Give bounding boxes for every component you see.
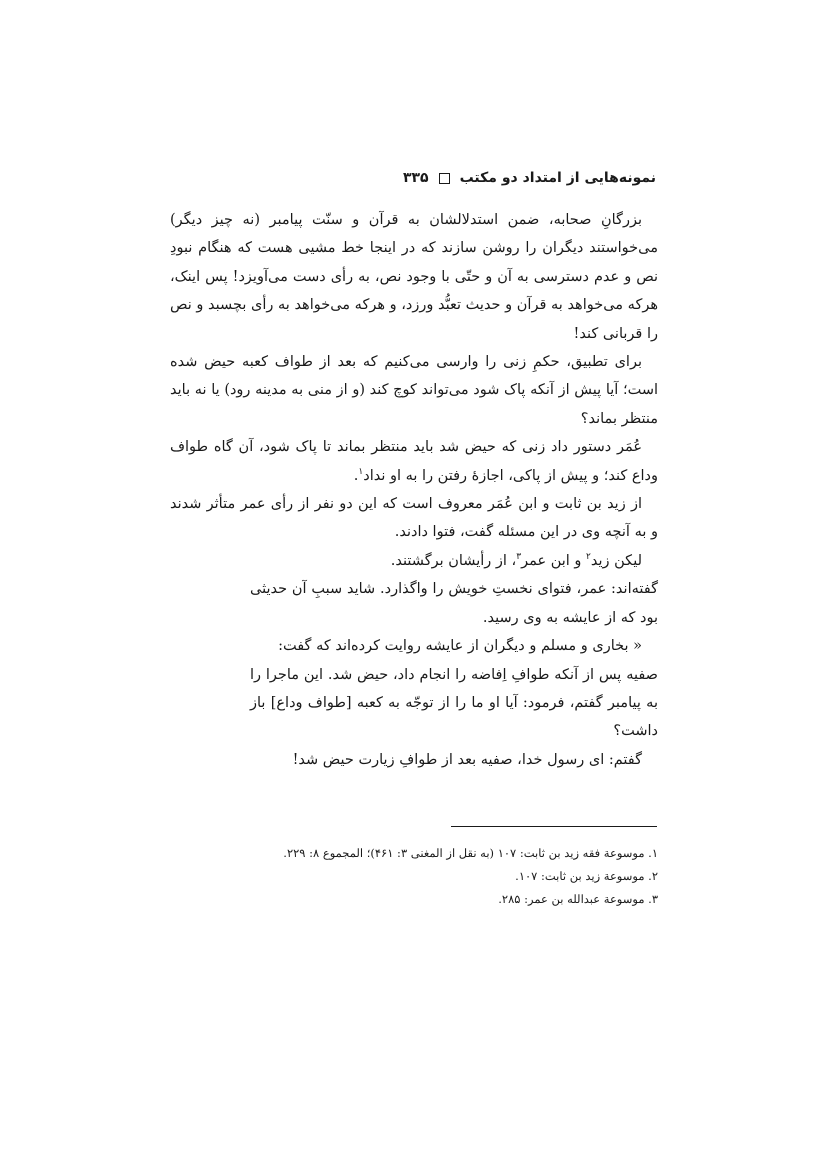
- footnote-marker: ۳: [516, 552, 522, 563]
- page-number: ۳۳۵: [402, 170, 429, 186]
- footnote-marker: ۲: [586, 552, 591, 563]
- paragraph: [170, 547, 658, 575]
- quote-paragraph: « بخاری و مسلم و دیگران از عایشه روایت کرده‌اند که گفت:: [278, 638, 642, 655]
- footnote: ۲. موسوعة زید بن ثابت: ۱۰۷.: [515, 869, 658, 883]
- paragraph: برای تطبیق، حکمِ زنی را وارسی می‌کنیم که بعد از طواف کعبه حیض شده است؛ آیا پیش از آنکه پاک شود می‌تواند کوچ کند (و از منی به مدینه رود) یا نه باید منتظر بماند؟: [170, 354, 658, 427]
- square-bullet-icon: [439, 173, 450, 184]
- footnote-separator: [451, 826, 657, 827]
- paragraph-text: لیکن زید: [590, 552, 642, 569]
- paragraph-text: و ابن عمر: [521, 552, 587, 569]
- footnote-marker: ۱: [358, 466, 364, 477]
- footnote: ۳. موسوعة عبدالله بن عمر: ۲۸۵.: [498, 892, 658, 906]
- running-header: [170, 170, 656, 186]
- quote-paragraph: گفتم: ای رسول خدا، صفیه بعد از طوافِ زیارت حیض شد!: [292, 751, 642, 768]
- quote-paragraph: گفته‌اند: عمر، فتوای نخستِ خویش را واگذارد. شاید سببِ آن حدیثی بود که از عایشه به وی رسید.: [250, 581, 658, 626]
- paragraph: بزرگانِ صحابه، ضمن استدلالشان به قرآن و سنّت پیامبر (نه چیز دیگر) می‌خواستند دیگران را روشن سازند که در اینجا خط مشیی هست که هنگام نبودِ نص و عدم دسترسی به آن و حتّی با وجود نص، به رأی دست می‌آویزد! پس اینک، هرکه می‌خواهد به قرآن و حدیث تعبُّد ورزد، و هرکه می‌خواهد به رأی بچسبد و نص را قربانی کند!: [170, 212, 658, 342]
- paragraph-text: ، از رأیشان برگشتند.: [390, 552, 517, 569]
- footnotes: [170, 842, 658, 911]
- footnote: ۱. موسوعة فقه زید بن ثابت: ۱۰۷ (به نقل از المغنی ۳: ۴۶۱)؛ المجموع ۸: ۲۲۹.: [283, 846, 658, 860]
- header-title: نمونه‌هایی از امتداد دو مکتب: [459, 170, 656, 186]
- quote-paragraph: صفیه پس از آنکه طوافِ اِفاضه را انجام داد، حیض شد. این ماجرا را به پیامبر گفتم، فرمود: آیا او ما را از توجّه به کعبه [طواف وداع] باز داشت؟: [250, 666, 658, 740]
- paragraph-text: عُمَر دستور داد زنی که حیض شد باید منتظر بماند تا پاک شود، آن گاه طواف وداع کند؛ و پیش از پاکی، اجازهٔ رفتن را به او نداد: [170, 439, 658, 484]
- main-text: [170, 206, 658, 774]
- paragraph: عُمَر دستور داد زنی که حیض شد باید منتظر بماند تا پاک شود، آن گاه طواف وداع کند؛ و پیش از پاکی، اجازهٔ رفتن را به او نداد$^۱$.: [170, 439, 658, 484]
- paragraph: از زید بن ثابت و ابن عُمَر معروف است که این دو نفر از رأی عمر متأثر شدند و به آنچه وی در این مسئله گفت، فتوا دادند.: [170, 496, 658, 541]
